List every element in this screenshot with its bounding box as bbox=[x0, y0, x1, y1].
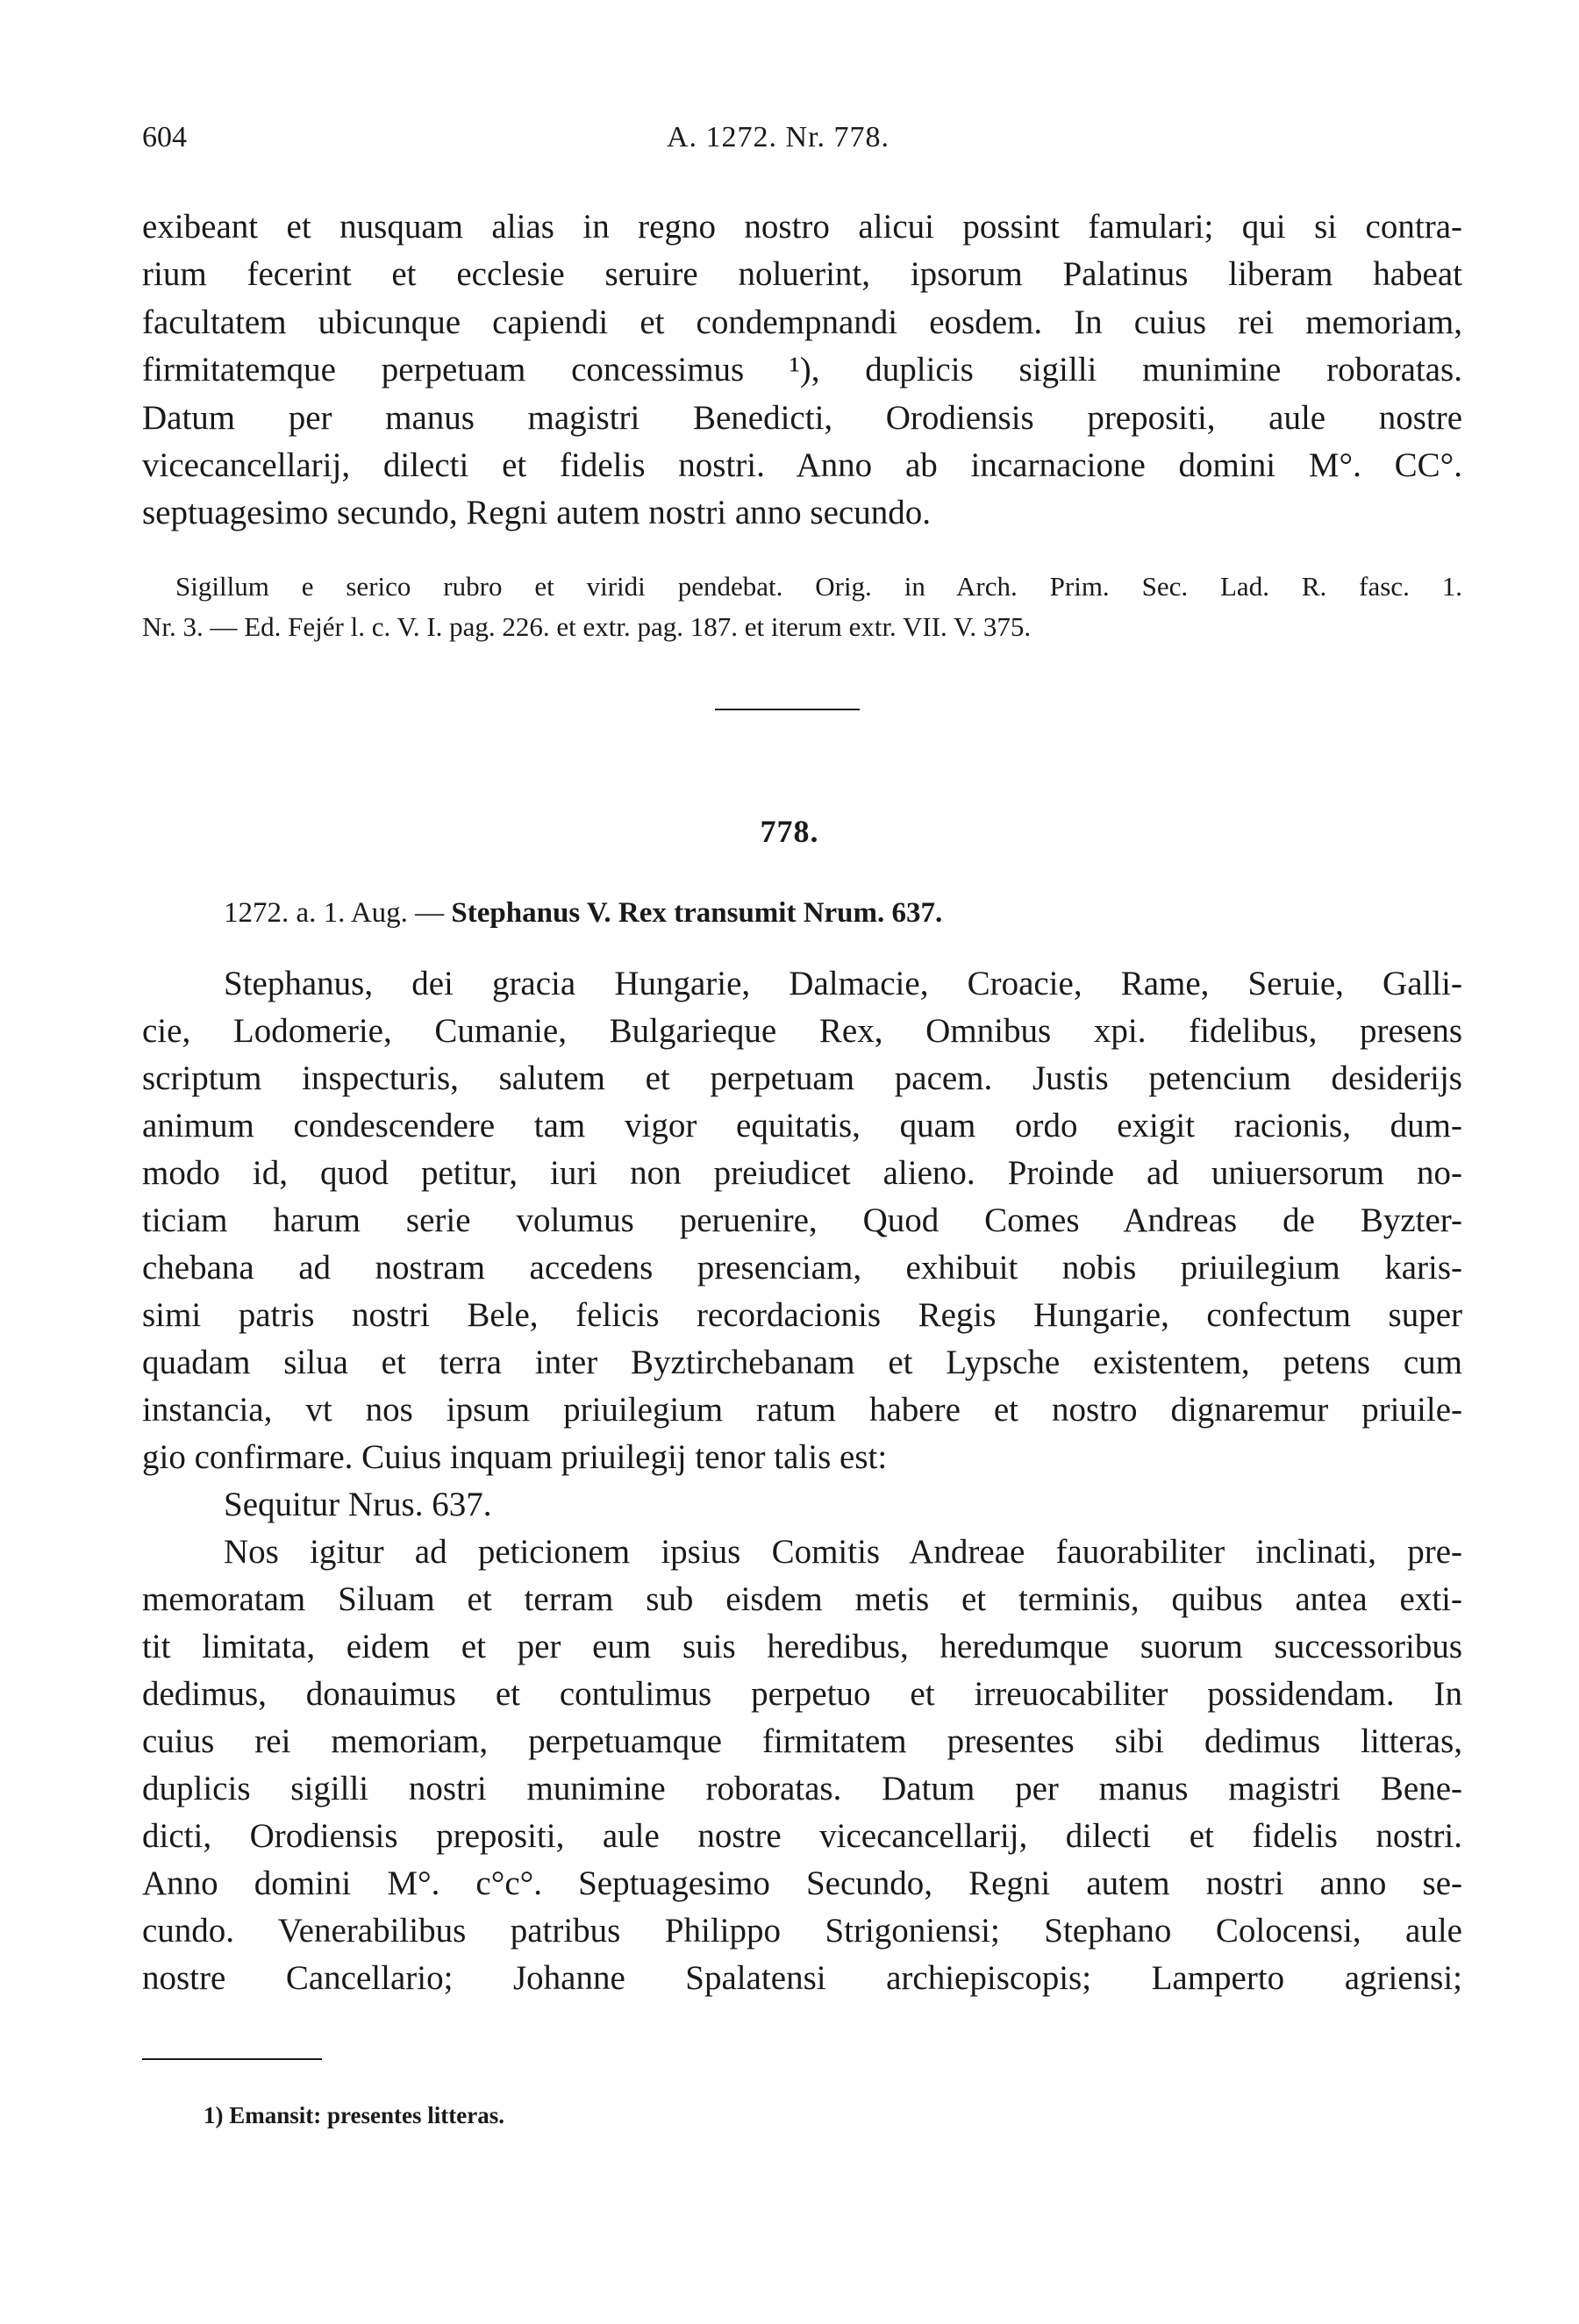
document-number: 778. bbox=[760, 814, 819, 849]
footnote: 1) Emansit: presentes litteras. bbox=[204, 2102, 504, 2128]
charter-line: dedimus, donauimus et contulimus perpetuo et irreuocabiliter possidendam. In bbox=[142, 1675, 1462, 1713]
charter-line: modo id, quod petitur, iuri non preiudicet alieno. Proinde ad uniuersorum no- bbox=[142, 1154, 1462, 1192]
continuation-line: Datum per manus magistri Benedicti, Orodiensis prepositi, aule nostre bbox=[142, 399, 1462, 437]
section-divider bbox=[715, 709, 860, 710]
charter-line: duplicis sigilli nostri munimine roboratas. Datum per manus magistri Bene- bbox=[142, 1770, 1462, 1807]
charter-line: animum condescendere tam vigor equitatis, quam ordo exigit racionis, dum- bbox=[142, 1107, 1462, 1144]
running-title: A. 1272. Nr. 778. bbox=[667, 121, 890, 153]
footnote-divider bbox=[142, 2058, 322, 2060]
charter-line: cie, Lodomerie, Cumanie, Bulgarieque Rex, Omnibus xpi. fidelibus, presens bbox=[142, 1012, 1462, 1050]
charter-line: Sequitur Nrus. 637. bbox=[224, 1486, 492, 1523]
continuation-line: rium fecerint et ecclesie seruire noluerint, ipsorum Palatinus liberam habeat bbox=[142, 255, 1462, 293]
charter-line: Stephanus, dei gracia Hungarie, Dalmacie, Croacie, Rame, Seruie, Galli- bbox=[224, 965, 1462, 1002]
source-note-line: Sigillum e serico rubro et viridi pendebat. Orig. in Arch. Prim. Sec. Lad. R. fasc. 1. bbox=[175, 571, 1462, 602]
charter-line: scriptum inspecturis, salutem et perpetuam pacem. Justis petencium desiderijs bbox=[142, 1059, 1462, 1097]
continuation-line: exibeant et nusquam alias in regno nostro alicui possint famulari; qui si contra- bbox=[142, 208, 1462, 246]
continuation-line: vicecancellarij, dilecti et fidelis nostri. Anno ab incarnacione domini M°. CC°. bbox=[142, 446, 1462, 484]
continuation-line: septuagesimo secundo, Regni autem nostri anno secundo. bbox=[142, 494, 931, 531]
continuation-line: firmitatemque perpetuam concessimus ¹), duplicis sigilli munimine roboratas. bbox=[142, 351, 1462, 389]
source-note-line: Nr. 3. — Ed. Fejér l. c. V. I. pag. 226. et extr. pag. 187. et iterum extr. VII. V. 375. bbox=[142, 611, 1032, 642]
charter-line: tit limitata, eidem et per eum suis heredibus, heredumque suorum successoribus bbox=[142, 1628, 1462, 1665]
regest-summary: Stephanus V. Rex transumit Nrum. 637. bbox=[451, 897, 943, 929]
charter-line: cuius rei memoriam, perpetuamque firmitatem presentes sibi dedimus litteras, bbox=[142, 1722, 1462, 1760]
charter-line: gio confirmare. Cuius inquam priuilegij tenor talis est: bbox=[142, 1438, 888, 1476]
continuation-line: facultatem ubicunque capiendi et condempnandi eosdem. In cuius rei memoriam, bbox=[142, 303, 1462, 341]
charter-line: ticiam harum serie volumus peruenire, Quod Comes Andreas de Byzter- bbox=[142, 1201, 1462, 1239]
running-header bbox=[142, 116, 1458, 160]
charter-line: nostre Cancellario; Johanne Spalatensi archiepiscopis; Lamperto agriensi; bbox=[142, 1959, 1462, 1997]
charter-line: quadam silua et terra inter Byztirchebanam et Lypsche existentem, petens cum bbox=[142, 1344, 1462, 1381]
charter-line: simi patris nostri Bele, felicis recordacionis Regis Hungarie, confectum super bbox=[142, 1296, 1462, 1334]
charter-line: cundo. Venerabilibus patribus Philippo Strigoniensi; Stephano Colocensi, aule bbox=[142, 1912, 1462, 1950]
regest-date: 1272. a. 1. Aug. — bbox=[224, 897, 445, 929]
charter-line: chebana ad nostram accedens presenciam, exhibuit nobis priuilegium karis- bbox=[142, 1249, 1462, 1287]
charter-line: memoratam Siluam et terram sub eisdem metis et terminis, quibus antea exti- bbox=[142, 1580, 1462, 1618]
charter-line: Nos igitur ad peticionem ipsius Comitis Andreae fauorabiliter inclinati, pre- bbox=[224, 1533, 1462, 1571]
page-number: 604 bbox=[142, 121, 187, 153]
charter-line: Anno domini M°. c°c°. Septuagesimo Secundo, Regni autem nostri anno se- bbox=[142, 1864, 1462, 1902]
charter-line: dicti, Orodiensis prepositi, aule nostre vicecancellarij, dilecti et fidelis nostri. bbox=[142, 1817, 1462, 1855]
regest bbox=[224, 892, 942, 934]
charter-line: instancia, vt nos ipsum priuilegium ratum habere et nostro dignaremur priuile- bbox=[142, 1391, 1462, 1429]
